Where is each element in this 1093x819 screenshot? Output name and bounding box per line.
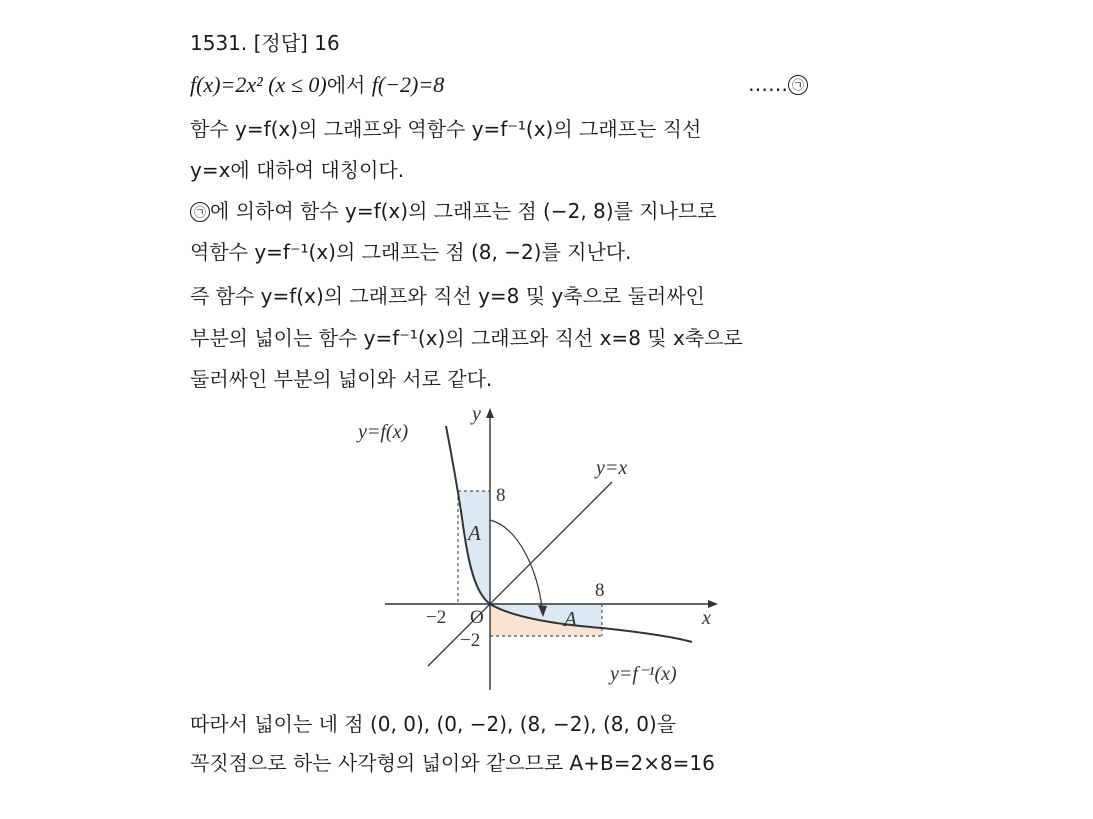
line-1	[190, 72, 444, 98]
line-5: 역함수 y=f⁻¹(x)의 그래프는 점 (8, −2)를 지난다.	[190, 240, 632, 264]
marker-circle-inline: ㉠	[190, 202, 210, 222]
tick-label-x-neg2: −2	[426, 607, 447, 628]
line-1-text: 에서	[326, 73, 372, 97]
line-8: 둘러싸인 부분의 넓이와 서로 같다.	[190, 367, 493, 391]
marker-circle: ㉠	[788, 75, 808, 95]
problem-header: 1531. [정답] 16	[190, 31, 340, 55]
axis-label-x: x	[702, 607, 711, 629]
origin-label: O	[470, 607, 484, 628]
math-f-def: f(x)=2x² (x ≤ 0)	[190, 72, 327, 97]
conclusion-line-2: 꼭짓점으로 하는 사각형의 넓이와 같으므로 A+B=2×8=16	[190, 751, 715, 775]
line-y-equals-x	[428, 482, 612, 666]
math-f-neg2: f(−2)=8	[371, 72, 445, 97]
line-7: 부분의 넓이는 함수 y=f⁻¹(x)의 그래프와 직선 x=8 및 x축으로	[190, 326, 743, 350]
line-6: 즉 함수 y=f(x)의 그래프와 직선 y=8 및 y축으로 둘러싸인	[190, 284, 705, 308]
graph-figure	[350, 398, 730, 698]
axis-label-y: y	[472, 403, 481, 425]
line-4	[190, 198, 717, 224]
tick-label-y-8: 8	[496, 485, 506, 506]
dots-text: ……	[748, 72, 788, 96]
tick-label-y-neg2: −2	[460, 630, 481, 651]
y-axis-arrow	[486, 408, 494, 418]
reference-dots	[748, 72, 808, 96]
line-2: 함수 y=f(x)의 그래프와 역함수 y=f⁻¹(x)의 그래프는 직선	[190, 117, 702, 141]
conclusion-line-1: 따라서 넓이는 네 점 (0, 0), (0, −2), (8, −2), (8, 0)을	[190, 712, 677, 736]
shade-region-top-a	[458, 491, 490, 604]
line-3: y=x에 대하여 대칭이다.	[190, 158, 405, 182]
label-finv: y=f⁻¹(x)	[610, 663, 677, 685]
region-label-a-top: A	[468, 521, 481, 545]
tick-label-x-8: 8	[595, 580, 605, 601]
label-yx: y=x	[596, 457, 628, 479]
label-f: y=f(x)	[358, 421, 409, 443]
region-label-a-right: A	[564, 607, 577, 631]
line-4-text: 에 의하여 함수 y=f(x)의 그래프는 점 (−2, 8)를 지나므로	[210, 199, 717, 223]
transfer-arrow	[490, 520, 542, 608]
